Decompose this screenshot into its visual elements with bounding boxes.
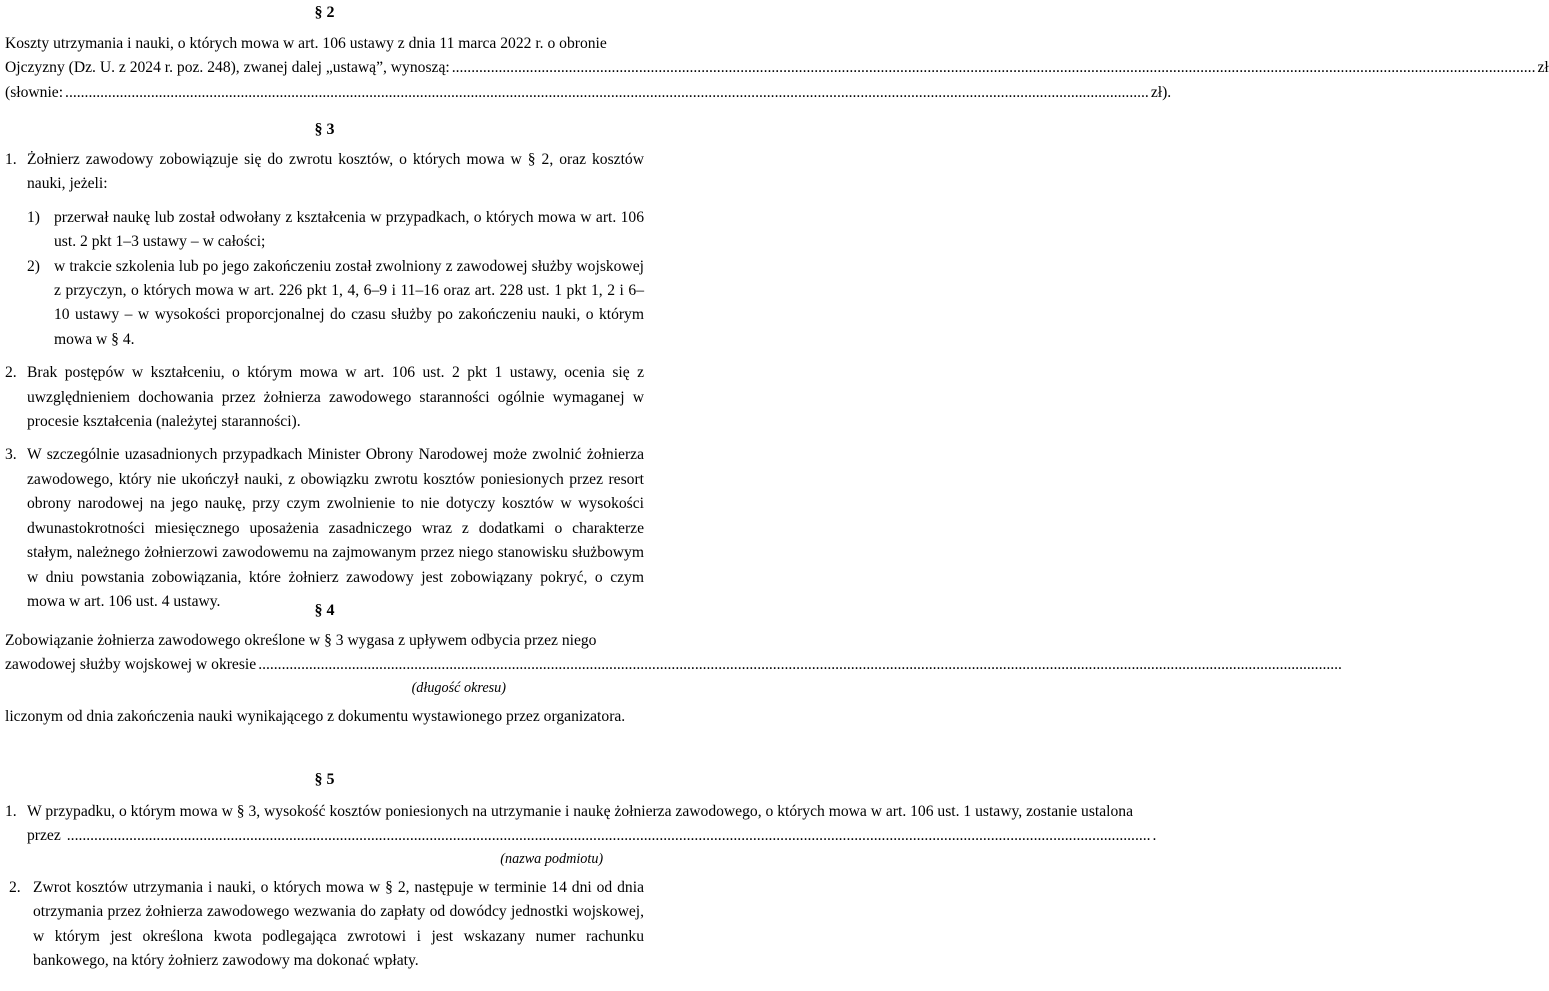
section-4-heading: § 4 — [314, 602, 335, 619]
entity-label: przez — [27, 827, 61, 845]
section-5-heading: § 5 — [314, 771, 335, 788]
section-3-heading: § 3 — [314, 121, 335, 138]
item-text: W szczególnie uzasadnionych przypadkach Minister Obrony Narodowej może zwolnić żołnierza zawodowego, który nie ukończył nauki, z obowiązku zwrotu kosztów poniesionych przez resort obrony narodowej na jego naukę, przy czym zwolnienie to nie dotyczy kosztów w wysokości dwunastokrotności miesięcznego uposażenia zasadniczego wraz z dodatkami o charakterze stałym, należnego żołnierzowi zawodowemu na zajmowanym przez niego stanowisku służbowym w dniu powstania zobowiązania, które żołnierz zawodowy jest zobowiązany pokryć, o czym mowa w art. 106 ust. 4 ustawy. — [27, 446, 644, 610]
amount-blank — [452, 56, 1536, 80]
section-5-item-1 — [5, 800, 1157, 869]
section-2-line-3 — [5, 81, 1172, 105]
section-4-line-2 — [5, 653, 644, 677]
section-4-line-1: Zobowiązanie żołnierza zawodowego określone w § 3 wygasa z upływem odbycia przez niego — [5, 632, 597, 649]
entity-end: . — [1152, 827, 1157, 845]
item-number: 1. — [5, 151, 17, 168]
section-4-text-2: liczonym od dnia zakończenia nauki wynikającego z dokumentu wystawionego przez organizatora. — [5, 707, 626, 725]
section-5 — [5, 769, 1157, 973]
subitem-number: 2) — [27, 257, 40, 275]
period-blank — [258, 653, 1342, 677]
item-number: 1. — [5, 803, 17, 820]
section-3-subitem-1 — [27, 206, 644, 255]
entity-blank — [67, 824, 1151, 848]
section-3-item-1 — [5, 148, 644, 197]
subitem-text: przerwał naukę lub został odwołany z kształcenia w przypadkach, o których mowa w art. 106 ust. 2 pkt 1–3 ustawy – w całości; — [54, 208, 644, 251]
subitem-number: 1) — [27, 208, 40, 226]
section-4-line-2-text: zawodowej służby wojskowej w okresie — [5, 656, 257, 674]
words-label: (słownie: — [5, 83, 64, 101]
item-text: Zwrot kosztów utrzymania i nauki, o których mowa w § 2, następuje w terminie 14 dni od dnia otrzymania przez żołnierza zawodowego wezwania do zapłaty od dowódcy jednostki wojskowej, w którym jest określona kwota podlegająca zwrotowi i jest wskazany numer rachunku bankowego, na który żołnierz zawodowy ma dokonać wpłaty. — [33, 878, 644, 970]
item-number: 2. — [9, 878, 21, 896]
section-2-line-2 — [5, 56, 1549, 80]
subitem-text: w trakcie szkolenia lub po jego zakończeniu został zwolniony z zawodowej służby wojskowej z przyczyn, o których mowa w art. 226 pkt 1, 4, 6–9 i 11–16 oraz art. 228 ust. 1 pkt 1, 2 i 6–10 ustawy – w wysokości proporcjonalnej do czasu służby po zakończeniu nauki, o którym mowa w § 4. — [54, 257, 644, 348]
section-3-subitem-2 — [27, 255, 644, 353]
item-number: 3. — [5, 446, 17, 464]
section-2-line-1: Koszty utrzymania i nauki, o których mowa w art. 106 ustawy z dnia 11 marca 2022 r. o obronie — [5, 35, 607, 52]
item-text: Żołnierz zawodowy zobowiązuje się do zwrotu kosztów, o których mowa w § 2, oraz kosztów nauki, jeżeli: — [27, 151, 644, 193]
section-2 — [5, 0, 1549, 105]
item-text: W przypadku, o którym mowa w § 3, wysokość kosztów poniesionych na utrzymanie i naukę żołnierza zawodowego, o których mowa w art. 106 ust. 1 ustawy, zostanie ustalona — [27, 803, 1134, 820]
section-3 — [5, 119, 644, 614]
section-4 — [5, 600, 644, 729]
period-caption: (długość okresu) — [411, 679, 506, 696]
item-number: 2. — [5, 364, 17, 382]
section-3-item-3 — [5, 443, 644, 614]
words-currency: zł). — [1150, 83, 1172, 101]
section-2-line-2-text: Ojczyzny (Dz. U. z 2024 r. poz. 248), zwanej dalej „ustawą”, wynoszą: — [5, 59, 450, 77]
entity-caption: (nazwa podmiotu) — [500, 850, 604, 867]
section-5-item-2 — [9, 876, 644, 974]
amount-currency: zł — [1537, 59, 1549, 77]
section-3-item-2 — [5, 361, 644, 434]
amount-words-blank — [65, 81, 1149, 105]
item-text: Brak postępów w kształceniu, o którym mowa w art. 106 ust. 2 pkt 1 ustawy, ocenia się z uwzględnieniem dochowania przez żołnierza zawodowego staranności ogólnie wymaganej w procesie kształcenia (należytej staranności). — [27, 364, 644, 431]
entity-line — [27, 824, 1156, 848]
item-body — [27, 800, 1156, 869]
section-2-heading: § 2 — [314, 4, 335, 21]
